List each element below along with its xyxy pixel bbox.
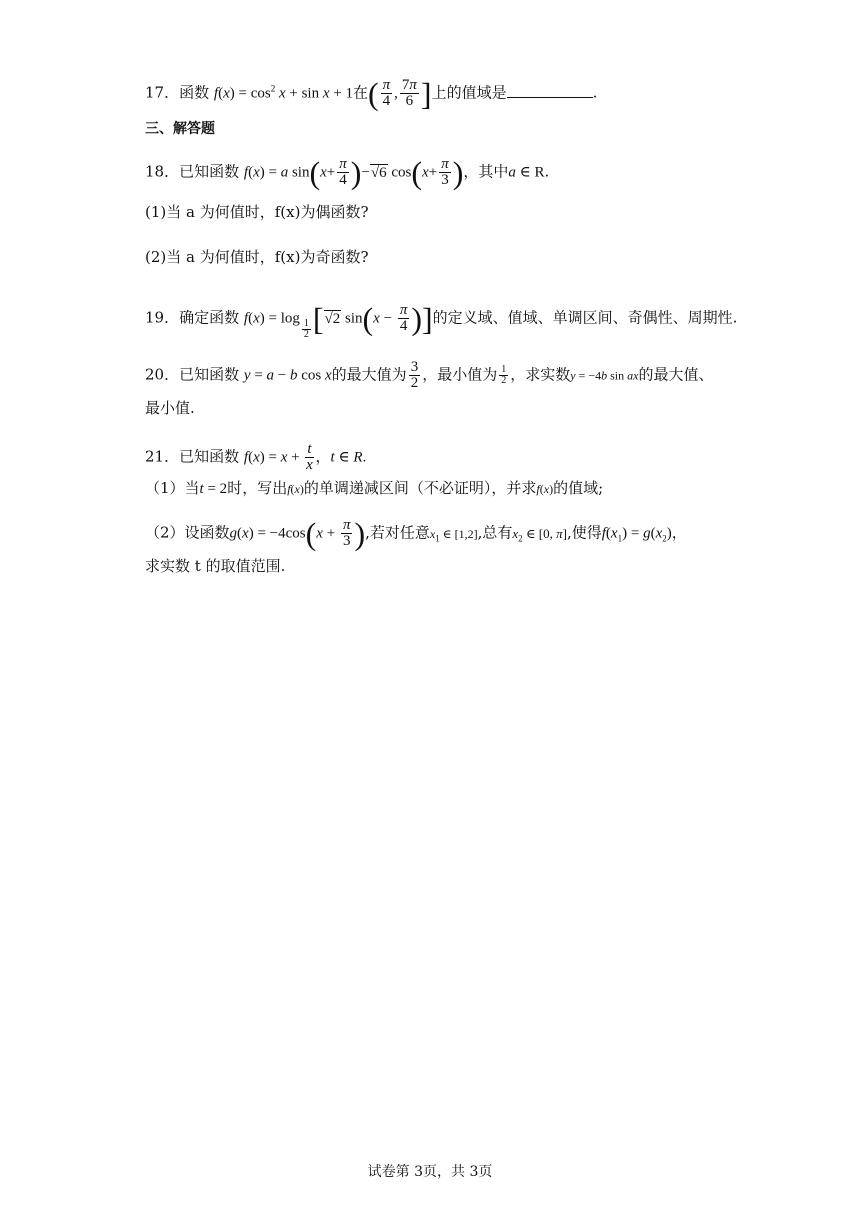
question-text: 确定函数 xyxy=(179,308,240,327)
question-number: 19． xyxy=(145,308,180,327)
question-text: 在 xyxy=(352,83,368,102)
question-number: 21． xyxy=(145,447,180,466)
max-value: $\frac{3}{2}$ xyxy=(410,359,419,391)
min-value: $\frac{1}{2}$ xyxy=(501,364,507,386)
question-21-line-2: 求实数 t 的取值范围. xyxy=(145,557,286,575)
question-18: 18．已知函数 f(x) = a sin(x+ $\frac{\pi}{4}$ )−√6 cos(x+ $\frac{\pi}{3}$ )，其中a ∈ R. xyxy=(145,154,550,191)
log-base: $\frac{1}{2}$ xyxy=(303,317,309,340)
question-text: 上的值域是 xyxy=(431,83,507,102)
question-19: 19．确定函数 f(x) = log $\frac{1}{2}$ [√2 sin(x − $\frac{\pi}{4}$ )]的定义域、值域、单调区间、奇偶性、周期性. xyxy=(145,300,738,340)
question-20-line-2: 最小值. xyxy=(145,399,195,417)
question-20: 20．已知函数 y = a − b cos x的最大值为 $\frac{3}{2}$ ，最小值为 $\frac{1}{2}$ ，求实数y = −4b sin ax的最大值、 xyxy=(145,359,714,391)
question-21-part-1: （1）当t = 2时，写出f(x)的单调递减区间（不必证明），并求f(x)的值域; xyxy=(145,479,604,497)
question-18-part-1: (1)当 a 为何值时，f(x)为偶函数? xyxy=(145,203,369,221)
question-number: 17． xyxy=(145,83,180,102)
page-footer: 试卷第 3页，共 3页 xyxy=(367,1164,493,1180)
interval-left: $\frac{\pi}{4}$ xyxy=(382,77,391,109)
question-number: 18． xyxy=(145,162,180,181)
question-21-part-2: （2）设函数g(x) = −4cos(x + $\frac{\pi}{3}$ ),若对任意$x_1$ ∈ [1,2],总有$x_2$ ∈ [0, π],使得$f(x_1) = g(x_2)$， xyxy=(145,515,687,552)
question-text: 已知函数 xyxy=(179,447,240,466)
question-text: 函数 xyxy=(179,83,210,102)
question-17: 17．函数 $f(x) = \cos^2 x + \sin x + 1$在( $\frac{\pi}{4}$ , $\frac{7\pi}{6}$ ]上的值域是 . xyxy=(145,75,598,112)
answer-blank[interactable] xyxy=(507,83,593,98)
question-18-part-2: (2)当 a 为何值时，f(x)为奇函数? xyxy=(145,248,369,266)
question-text: 已知函数 xyxy=(179,162,240,181)
formula: f xyxy=(213,85,219,102)
question-21: 21．已知函数 f(x) = x + $\frac{t}{x}$ ，t ∈ R. xyxy=(145,441,367,473)
question-number: 20． xyxy=(145,365,180,384)
question-text: 已知函数 xyxy=(179,365,240,384)
section-heading: 三、解答题 xyxy=(145,121,215,137)
interval-right: $\frac{7\pi}{6}$ xyxy=(401,77,417,109)
